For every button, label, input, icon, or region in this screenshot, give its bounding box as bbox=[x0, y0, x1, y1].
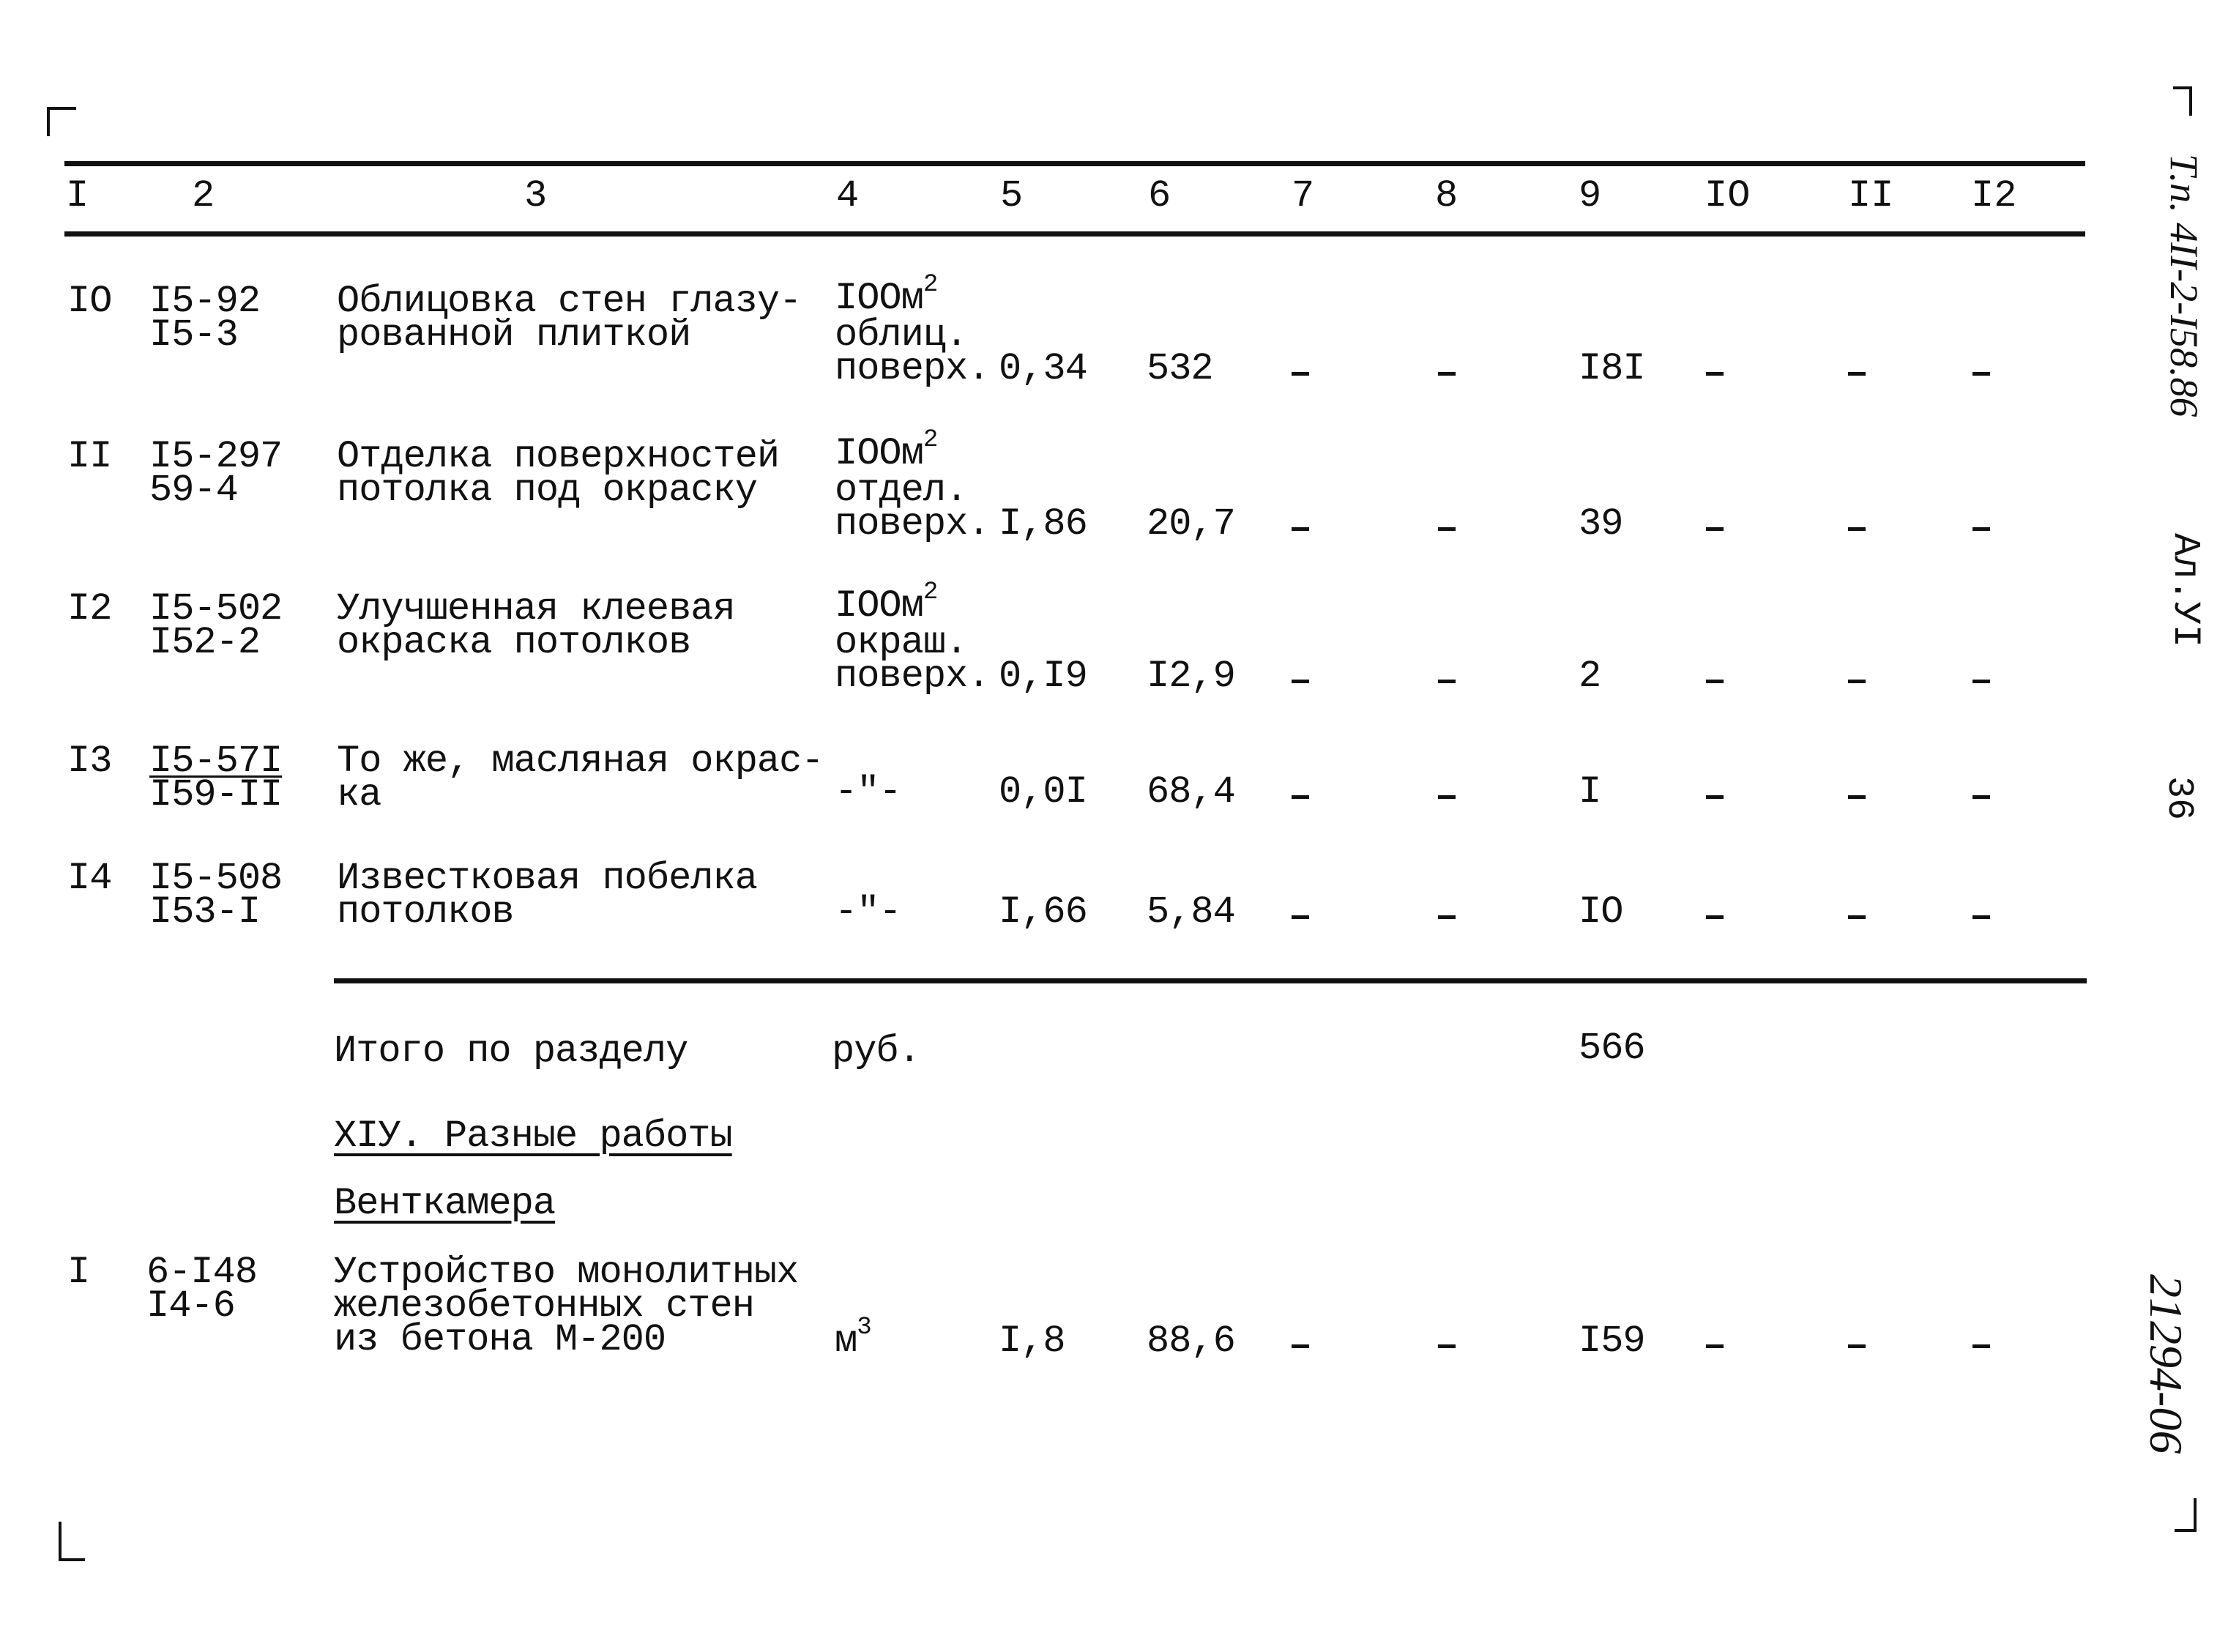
unit-text: м bbox=[835, 1320, 857, 1363]
row-number: I bbox=[67, 1251, 90, 1294]
unit-cost: 5,84 bbox=[1147, 890, 1235, 934]
total-label: Итого по разделу bbox=[334, 1030, 688, 1073]
dash-col12 bbox=[1972, 795, 1990, 799]
dash-col8 bbox=[1438, 915, 1456, 919]
col-header-3: 3 bbox=[524, 174, 548, 217]
row-number: I2 bbox=[67, 587, 112, 630]
unit-cost: 88,6 bbox=[1147, 1320, 1235, 1363]
section-title: XIУ. Разные работы bbox=[334, 1115, 732, 1158]
dash-col12 bbox=[1972, 915, 1990, 919]
dash-col10 bbox=[1706, 795, 1724, 799]
unit-text: IOOм bbox=[835, 432, 923, 475]
work-description: из бетона М-200 bbox=[334, 1318, 666, 1361]
unit-cost: I2,9 bbox=[1147, 655, 1235, 698]
dash-col10 bbox=[1706, 527, 1724, 531]
unit: поверх. bbox=[835, 655, 990, 698]
quantity: 0,0I bbox=[999, 770, 1087, 814]
unit-text: IOOм bbox=[835, 584, 923, 628]
dash-col7 bbox=[1292, 680, 1309, 683]
unit bbox=[835, 1313, 871, 1363]
col-header-11: II bbox=[1848, 174, 1894, 217]
dash-col11 bbox=[1848, 372, 1866, 376]
row-number: IO bbox=[67, 280, 112, 323]
unit-ditto: -"- bbox=[835, 770, 901, 814]
col-header-8: 8 bbox=[1435, 174, 1458, 217]
dash-col7 bbox=[1292, 372, 1309, 376]
dash-col8 bbox=[1438, 795, 1456, 799]
work-description: ка bbox=[337, 773, 381, 816]
work-description: Отделка поверхностей bbox=[337, 435, 780, 478]
subsection-title: Венткамера bbox=[334, 1182, 556, 1225]
norm-code: I4-6 bbox=[146, 1284, 235, 1328]
total-cost: I8I bbox=[1579, 347, 1645, 390]
total-cost: IO bbox=[1579, 890, 1623, 934]
corner-mark-top-left bbox=[47, 107, 50, 136]
unit bbox=[835, 425, 938, 475]
work-description: потолка под окраску bbox=[337, 469, 757, 512]
dash-col12 bbox=[1972, 527, 1990, 531]
col-header-12: I2 bbox=[1971, 174, 2017, 217]
unit: поверх. bbox=[835, 347, 990, 390]
unit-text: IOOм bbox=[835, 277, 923, 320]
dash-col12 bbox=[1972, 372, 1990, 376]
norm-code: I5-508 bbox=[149, 857, 283, 900]
corner-mark-bottom-right bbox=[2194, 1498, 2197, 1530]
total-value: 566 bbox=[1579, 1027, 1645, 1070]
unit-exponent: 2 bbox=[923, 425, 938, 454]
norm-code: I5-3 bbox=[149, 313, 238, 357]
corner-mark-top-right bbox=[2189, 86, 2192, 116]
unit-cost: 68,4 bbox=[1147, 770, 1235, 814]
header-bottom-rule bbox=[64, 231, 2085, 237]
col-header-2: 2 bbox=[192, 174, 215, 217]
dash-col8 bbox=[1438, 372, 1456, 376]
album-label: Ал.УI bbox=[2164, 533, 2207, 648]
work-description: железобетонных стен bbox=[334, 1284, 754, 1328]
corner-mark-top-right-h bbox=[2173, 86, 2192, 89]
dash-col7 bbox=[1292, 527, 1309, 531]
unit-exponent: 2 bbox=[923, 578, 938, 606]
corner-mark-top-left-h bbox=[47, 107, 76, 110]
dash-col10 bbox=[1706, 372, 1724, 376]
dash-col7 bbox=[1292, 795, 1309, 799]
corner-mark-bottom-left-h bbox=[59, 1558, 85, 1561]
unit-exponent: 2 bbox=[923, 270, 938, 299]
unit bbox=[835, 270, 938, 320]
dash-col11 bbox=[1848, 915, 1866, 919]
dash-col8 bbox=[1438, 1344, 1456, 1348]
unit-cost: 20,7 bbox=[1147, 502, 1235, 546]
archive-number: 21294-06 bbox=[2140, 1274, 2192, 1454]
col-header-1: I bbox=[66, 174, 89, 217]
work-description: Улучшенная клеевая bbox=[337, 587, 735, 630]
norm-code: I53-I bbox=[149, 890, 261, 934]
work-description: окраска потолков bbox=[337, 621, 691, 664]
col-header-7: 7 bbox=[1292, 174, 1315, 217]
col-header-4: 4 bbox=[836, 174, 860, 217]
unit-exponent: 3 bbox=[857, 1313, 871, 1342]
row-number: II bbox=[67, 435, 112, 478]
dash-col10 bbox=[1706, 1344, 1724, 1348]
dash-col10 bbox=[1706, 915, 1724, 919]
dash-col10 bbox=[1706, 680, 1724, 683]
dash-col11 bbox=[1848, 1344, 1866, 1348]
unit: облиц. bbox=[835, 313, 968, 357]
quantity: I,86 bbox=[999, 502, 1087, 546]
unit bbox=[835, 578, 938, 628]
quantity: I,66 bbox=[999, 890, 1087, 934]
unit: отдел. bbox=[835, 469, 968, 512]
total-cost: 2 bbox=[1579, 655, 1601, 698]
norm-code: 6-I48 bbox=[146, 1251, 258, 1294]
dash-col11 bbox=[1848, 795, 1866, 799]
col-header-9: 9 bbox=[1579, 174, 1602, 217]
total-unit: руб. bbox=[832, 1030, 920, 1073]
dash-col12 bbox=[1972, 680, 1990, 683]
row-number: I3 bbox=[67, 740, 112, 783]
quantity: I,8 bbox=[999, 1320, 1065, 1363]
unit-ditto: -"- bbox=[835, 890, 901, 934]
work-description: Известковая побелка bbox=[337, 857, 757, 900]
page-number: 36 bbox=[2158, 776, 2199, 821]
dash-col11 bbox=[1848, 527, 1866, 531]
dash-col8 bbox=[1438, 680, 1456, 683]
total-cost: 39 bbox=[1579, 502, 1623, 546]
col-header-6: 6 bbox=[1148, 174, 1171, 217]
quantity: 0,34 bbox=[999, 347, 1087, 390]
work-description: Устройство монолитных bbox=[334, 1251, 799, 1294]
norm-code: I5-502 bbox=[149, 587, 283, 630]
norm-code: I5-92 bbox=[149, 280, 261, 323]
total-cost: I59 bbox=[1579, 1320, 1645, 1363]
dash-col12 bbox=[1972, 1344, 1990, 1348]
quantity: 0,I9 bbox=[999, 655, 1087, 698]
corner-mark-bottom-right-h bbox=[2175, 1529, 2197, 1532]
dash-col7 bbox=[1292, 1344, 1309, 1348]
norm-code: 59-4 bbox=[149, 469, 238, 512]
dash-col7 bbox=[1292, 915, 1309, 919]
header-top-rule bbox=[64, 161, 2085, 166]
work-description: рованной плиткой bbox=[337, 313, 691, 357]
dash-col8 bbox=[1438, 527, 1456, 531]
work-description: То же, масляная окрас- bbox=[337, 740, 824, 783]
unit: окраш. bbox=[835, 621, 968, 664]
col-header-5: 5 bbox=[1000, 174, 1024, 217]
norm-code: I59-II bbox=[149, 773, 283, 816]
norm-code: I5-297 bbox=[149, 435, 283, 478]
unit: поверх. bbox=[835, 502, 990, 546]
work-description: Облицовка стен глазу- bbox=[337, 280, 802, 323]
total-cost: I bbox=[1579, 770, 1601, 814]
document-code: Т.п. 4II-2-I58.86 bbox=[2162, 154, 2206, 417]
section-total-rule bbox=[334, 978, 2087, 983]
norm-code: I52-2 bbox=[149, 621, 261, 664]
work-description: потолков bbox=[337, 890, 514, 934]
norm-code: I5-57I bbox=[149, 740, 283, 783]
unit-cost: 532 bbox=[1147, 347, 1213, 390]
col-header-10: IO bbox=[1705, 174, 1751, 217]
row-number: I4 bbox=[67, 857, 112, 900]
dash-col11 bbox=[1848, 680, 1866, 683]
corner-mark-bottom-left bbox=[59, 1522, 62, 1560]
